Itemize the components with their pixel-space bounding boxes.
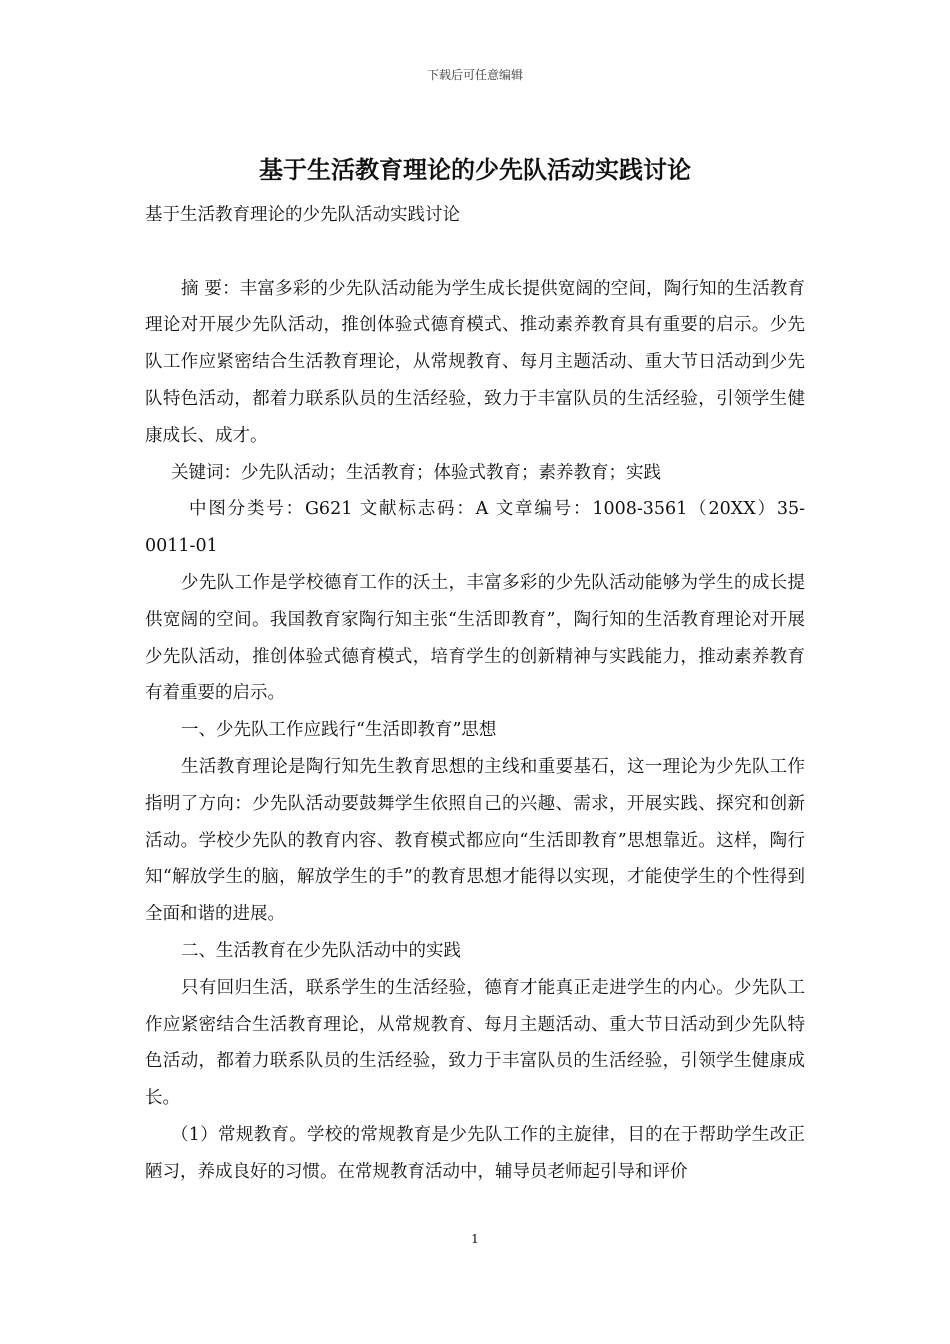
section2-heading: 二、生活教育在少先队活动中的实践 <box>181 940 461 961</box>
document-title: 基于生活教育理论的少先队活动实践讨论 <box>259 155 691 184</box>
document-subtitle: 基于生活教育理论的少先队活动实践讨论 <box>145 205 460 225</box>
section1-paragraph: 生活教育理论是陶行知先生教育思想的主线和重要基石，这一理论为少先队工作指明了方向：少先队活动要鼓舞学生依照自己的兴趣、需求，开展实践、探究和创新活动。学校少先队的教育内容、教育模式都应向“生活即教育”思想靠近。这样，陶行知“解放学生的脑，解放学生的手”的教育思想才能得以实现，才能使学生的个性得到全面和谐的进展。 <box>145 756 805 925</box>
header-note: 下载后可任意编辑 <box>426 68 523 82</box>
keywords-line: 关键词：少先队活动；生活教育；体验式教育；素养教育；实践 <box>171 462 661 483</box>
abstract-paragraph: 摘 要：丰富多彩的少先队活动能为学生成长提供宽阔的空间，陶行知的生活教育理论对开展少先队活动，推创体验式德育模式、推动素养教育具有重要的启示。少先队工作应紧密结合生活教育理论，从常规教育、每月主题活动、重大节日活动到少先队特色活动，都着力联系队员的生活经验，致力于丰富队员的生活经验，引领学生健康成长、成才。 <box>145 278 805 446</box>
section1-heading: 一、少先队工作应践行“生活即教育”思想 <box>181 720 497 741</box>
section2-paragraph: 只有回归生活，联系学生的生活经验，德育才能真正走进学生的内心。少先队工作应紧密结合生活教育理论，从常规教育、每月主题活动、重大节日活动到少先队特色活动，都着力联系队员的生活经验，致力于丰富队员的生活经验，引领学生健康成长。 <box>145 977 805 1109</box>
page-number: 1 <box>471 1232 479 1246</box>
classification-line: 中图分类号：G621 文献标志码：A 文章编号：1008-3561（20XX）35-0011-01 <box>145 499 805 557</box>
document-body <box>145 197 805 1191</box>
intro-paragraph: 少先队工作是学校德育工作的沃土，丰富多彩的少先队活动能够为学生的成长提供宽阔的空间。我国教育家陶行知主张“生活即教育”，陶行知的生活教育理论对开展少先队活动，推创体验式德育模式，培育学生的创新精神与实践能力，推动素养教育有着重要的启示。 <box>145 572 805 704</box>
item1-paragraph: （1）常规教育。学校的常规教育是少先队工作的主旋律，目的在于帮助学生改正陋习，养成良好的习惯。在常规教育活动中，辅导员老师起引导和评价 <box>145 1124 805 1182</box>
